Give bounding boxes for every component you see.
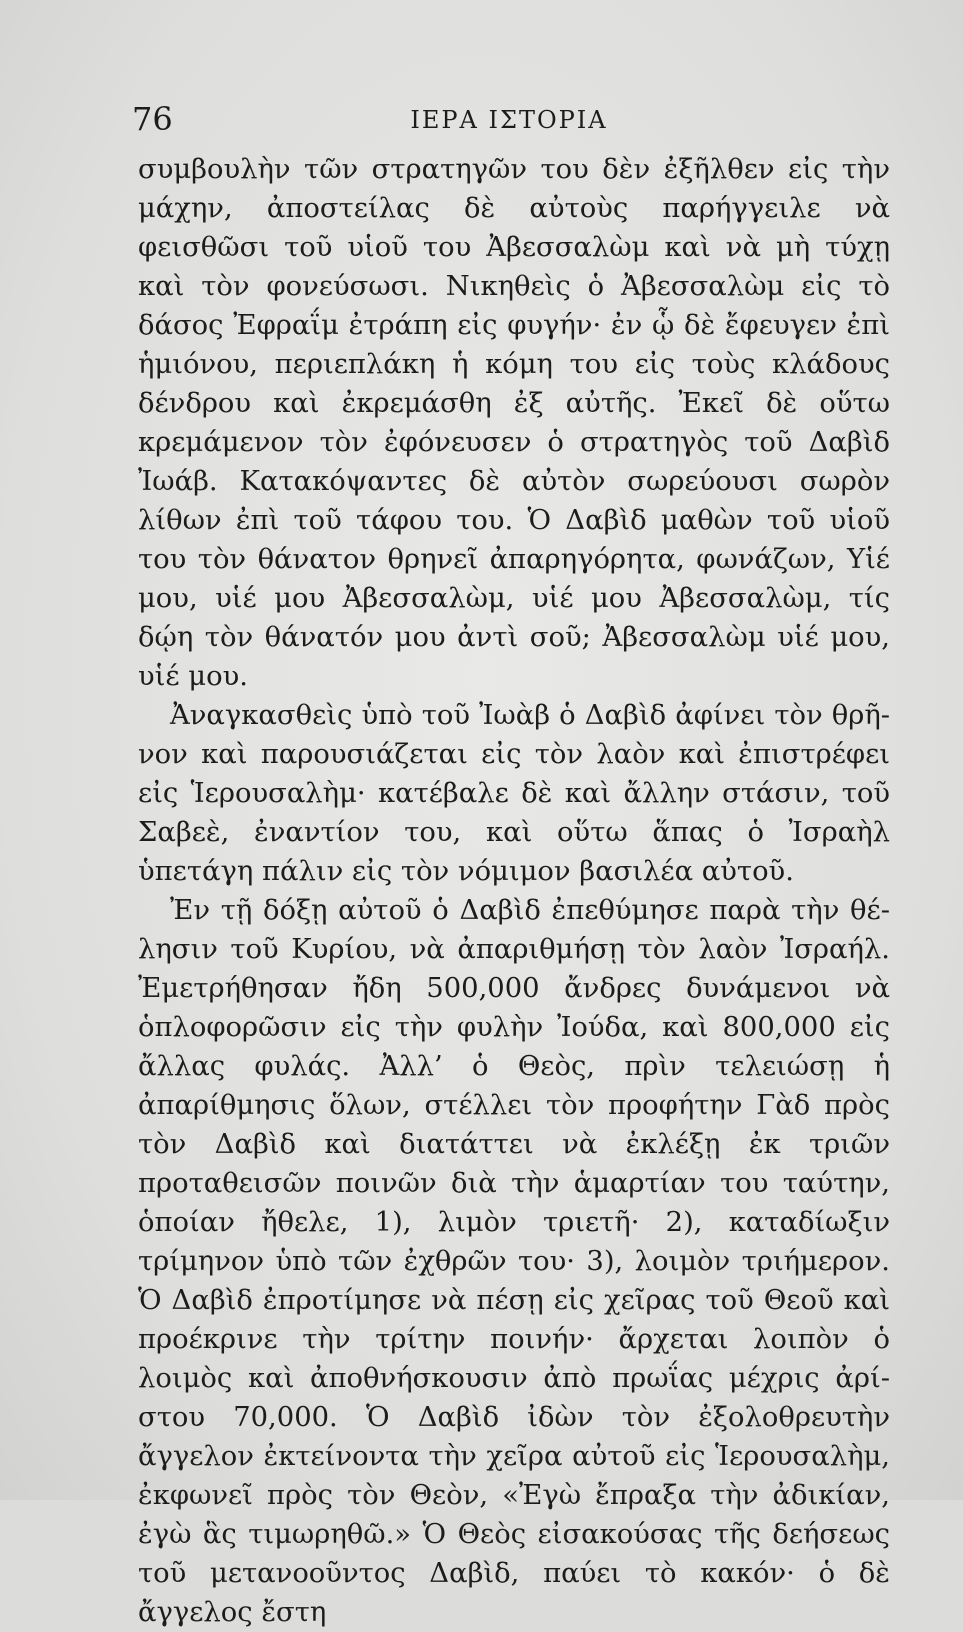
running-title: ΙΕΡΑ ΙΣΤΟΡΙΑ xyxy=(410,106,608,134)
body-text xyxy=(138,150,890,1632)
page-header xyxy=(124,100,894,150)
paragraph-2: Ἀναγκασθεὶς ὑπὸ τοῦ Ἰωὰβ ὁ Δαβὶδ ἀφίνει τὸν θρῆνον καὶ παρουσιάζεται εἰς τὸν λαὸν καὶ ἐπιστρέφει εἰς Ἱερουσαλὴμ· κατέβαλε δὲ καὶ ἄλλην στάσιν, τοῦ Σαβεὲ, ἐναντίον του, καὶ οὕτω ἅπας ὁ Ἰσραὴλ ὑπετάγη πάλιν εἰς τὸν νόμιμον βασιλέα αὐτοῦ. xyxy=(138,700,890,887)
paragraph-1: συμβουλὴν τῶν στρατηγῶν του δὲν ἐξῆλθεν εἰς τὴν μάχην, ἀποστείλας δὲ αὐτοὺς παρήγγειλε νὰ φεισθῶσι τοῦ υἱοῦ του Ἀβεσσαλὼμ καὶ νὰ μὴ τύχῃ καὶ τὸν φονεύσωσι. Νικηθεὶς ὁ Ἀβεσσαλὼμ εἰς τὸ δάσος Ἐφραΐμ ἐτράπη εἰς φυγήν· ἐν ᾧ δὲ ἔφευγεν ἐπὶ ἡμιόνου, περιεπλάκη ἡ κόμη του εἰς τοὺς κλάδους δένδρου καὶ ἐκρεμάσθη ἐξ αὐτῆς. Ἐκεῖ δὲ οὕτω κρεμάμενον τὸν ἐφόνευσεν ὁ στρατηγὸς τοῦ Δαβὶδ Ἰωάβ. Κατακόψαντες δὲ αὐτὸν σωρεύουσι σωρὸν λίθων ἐπὶ τοῦ τάφου του. Ὁ Δαβὶδ μαθὼν τοῦ υἱοῦ του τὸν θάνατον θρηνεῖ ἀπαρηγόρητα, φωνάζων, Υἱέ μου, υἱέ μου Ἀβεσσαλὼμ, υἱέ μου Ἀβεσσαλὼμ, τίς δῴη τὸν θάνατόν μου ἀντὶ σοῦ; Ἀβεσσαλὼμ υἱέ μου, υἱέ μου. xyxy=(138,154,890,692)
page-number: 76 xyxy=(132,100,173,138)
paragraph-3: Ἐν τῇ δόξῃ αὐτοῦ ὁ Δαβὶδ ἐπεθύμησε παρὰ τὴν θέλησιν τοῦ Κυρίου, νὰ ἀπαριθμήσῃ τὸν λαὸν Ἰσραήλ. Ἐμετρήθησαν ἤδη 500,000 ἄνδρες δυνάμενοι νὰ ὁπλοφορῶσιν εἰς τὴν φυλὴν Ἰούδα, καὶ 800,000 εἰς ἄλλας φυλάς. Ἀλλ’ ὁ Θεὸς, πρὶν τελειώσῃ ἡ ἀπαρίθμησις ὅλων, στέλλει τὸν προφήτην Γὰδ πρὸς τὸν Δαβὶδ καὶ διατάττει νὰ ἐκλέξῃ ἐκ τριῶν προταθεισῶν ποινῶν διὰ τὴν ἁμαρτίαν του ταύτην, ὁποίαν ἤθελε, 1), λιμὸν τριετῆ· 2), καταδίωξιν τρίμηνον ὑπὸ τῶν ἐχθρῶν του· 3), λοιμὸν τριήμερον. Ὁ Δαβὶδ ἐπροτίμησε νὰ πέσῃ εἰς χεῖρας τοῦ Θεοῦ καὶ προέκρινε τὴν τρίτην ποινήν· ἄρχεται λοιπὸν ὁ λοιμὸς καὶ ἀποθνήσκουσιν ἀπὸ πρωΐας μέχρις ἀρίστου 70,000. Ὁ Δαβὶδ ἰδὼν τὸν ἐξολοθρευτὴν ἄγγελον ἐκτείνοντα τὴν χεῖρα αὐτοῦ εἰς Ἱερουσαλὴμ, ἐκφωνεῖ πρὸς τὸν Θεὸν, «Ἐγὼ ἔπραξα τὴν ἀδικίαν, ἐγὼ ἃς τιμωρηθῶ.» Ὁ Θεὸς εἰσακούσας τῆς δεήσεως τοῦ μετανοοῦντος Δαβὶδ, παύει τὸ κακόν· ὁ δὲ ἄγγελος ἔστη xyxy=(138,895,890,1628)
